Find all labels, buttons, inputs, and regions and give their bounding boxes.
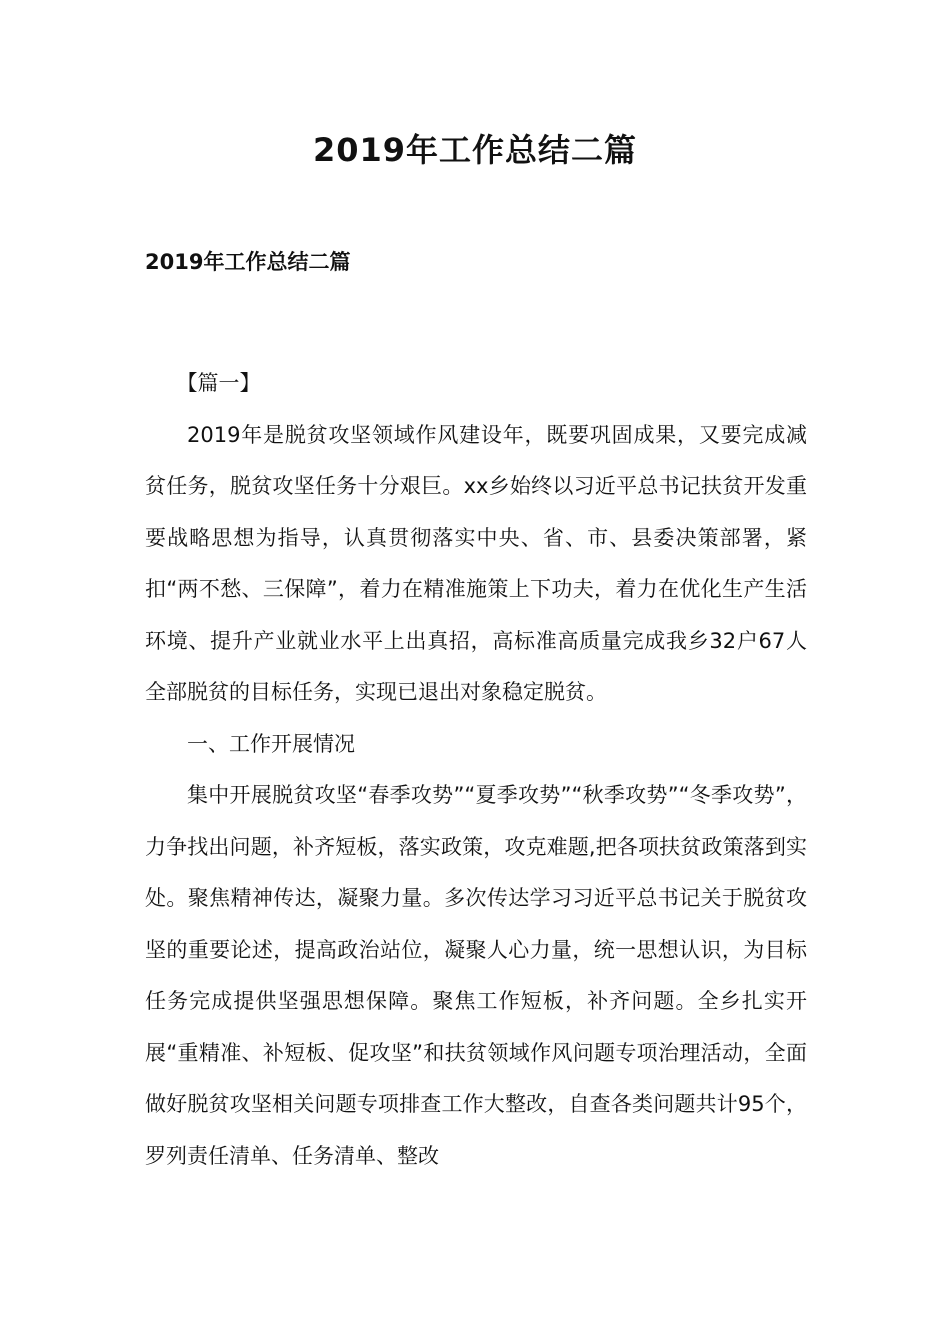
paragraph-intro: 2019年是脱贫攻坚领域作风建设年，既要巩固成果，又要完成减贫任务，脱贫攻坚任务十分艰巨。xx乡始终以习近平总书记扶贫开发重要战略思想为指导，认真贯彻落实中央、省、市、县委决策部署，紧扣“两不愁、三保障”，着力在精准施策上下功夫，着力在优化生产生活环境、提升产业就业水平上出真招，高标准高质量完成我乡32户67人全部脱贫的目标任务，实现已退出对象稳定脱贫。 <box>145 422 807 704</box>
document-title: 2019年工作总结二篇 <box>312 131 638 169</box>
section-label: 【篇一】 <box>176 371 261 395</box>
document-body <box>145 358 807 1182</box>
document-subtitle: 2019年工作总结二篇 <box>145 250 351 274</box>
paragraph-work: 集中开展脱贫攻坚“春季攻势”“夏季攻势”“秋季攻势”“冬季攻势”，力争找出问题，补齐短板，落实政策，攻克难题,把各项扶贫政策落到实处。聚焦精神传达，凝聚力量。多次传达学习习近平总书记关于脱贫攻坚的重要论述，提高政治站位，凝聚人心力量，统一思想认识，为目标任务完成提供坚强思想保障。聚焦工作短板，补齐问题。全乡扎实开展“重精准、补短板、促攻坚”和扶贫领域作风问题专项治理活动，全面做好脱贫攻坚相关问题专项排查工作大整改，自查各类问题共计95个，罗列责任清单、任务清单、整改 <box>145 783 807 1168</box>
section-heading: 一、工作开展情况 <box>187 731 355 756</box>
